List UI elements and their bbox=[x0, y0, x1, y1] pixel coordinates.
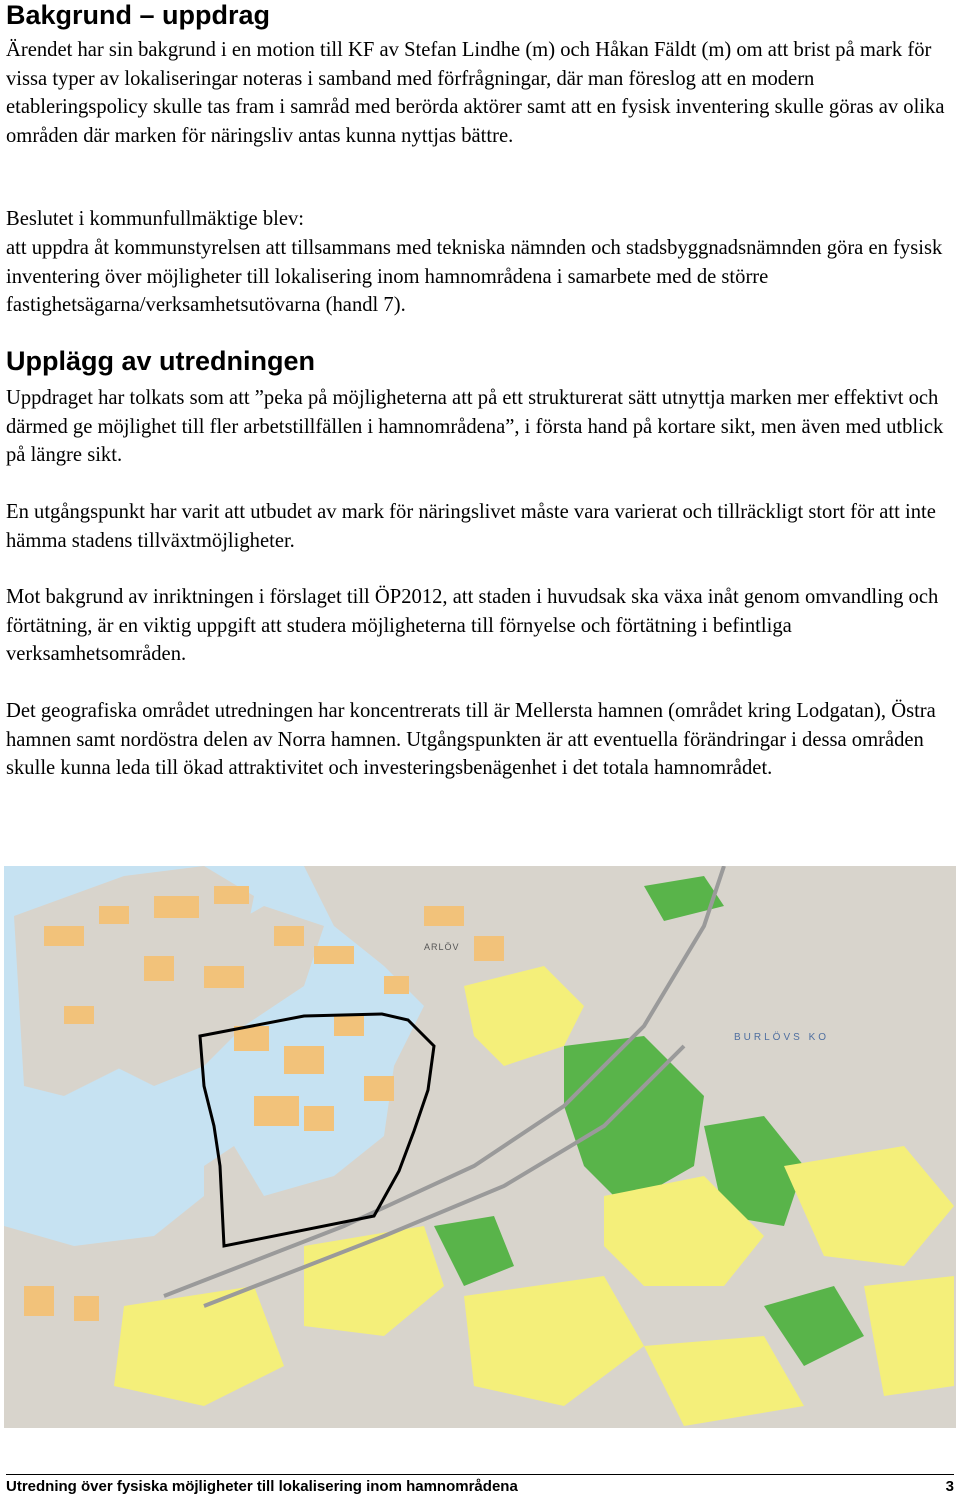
map-label-arlov: ARLÖV bbox=[424, 942, 460, 952]
paragraph-starting-point: En utgångspunkt har varit att utbudet av mark för näringslivet måste vara varierat och tillräckligt stort för att inte hämma stadens tillväxtmöjligheter. bbox=[6, 501, 936, 552]
paragraph-op2012: Mot bakgrund av inriktningen i förslaget till ÖP2012, att staden i huvudsak ska växa inåt genom omvandling och förtätning, är en viktig uppgift att studera möjligheterna till förnyelse och förtätning i befintliga verksamhetsområden. bbox=[6, 586, 939, 666]
map-graphic bbox=[4, 866, 956, 1428]
paragraph-background: Ärendet har sin bakgrund i en motion till KF av Stefan Lindhe (m) och Håkan Fäldt (m) om att brist på mark för vissa typer av lokaliseringar noteras i samband med förfrågningar, där man föreslog att en modern etableringspolicy skulle tas fram i samråd med berörda aktörer samt att en fysisk inventering skulle göras av olika områden där marken för näringsliv antas kunna nyttjas bättre. bbox=[6, 39, 945, 147]
paragraph-assignment: Uppdraget har tolkats som att ”peka på möjligheterna att på ett strukturerat sätt utnyttja marken mer effektivt och därmed ge möjlighet till fler arbetstillfällen i hamnområdena”, i första hand på kortare sikt, men även med utblick på längre sikt. bbox=[6, 387, 944, 467]
map-label-burlov: BURLÖVS KO bbox=[734, 1032, 830, 1043]
footer-rule bbox=[6, 1474, 954, 1475]
heading-background: Bakgrund – uppdrag bbox=[6, 0, 271, 30]
harbour-map bbox=[4, 866, 956, 1428]
paragraph-decision-intro: Beslutet i kommunfullmäktige blev: bbox=[6, 208, 304, 230]
page-footer bbox=[6, 1478, 954, 1496]
paragraph-decision-text: att uppdra åt kommunstyrelsen att tillsammans med tekniska nämnden och stadsbyggnadsnämnden göra en fysisk inventering över möjligheter till lokalisering inom hamnområdena i samarbete med de större fastighetsägarna/verksamhetsutövarna (handl 7). bbox=[6, 237, 943, 317]
heading-layout: Upplägg av utredningen bbox=[6, 346, 316, 376]
footer-title: Utredning över fysiska möjligheter till lokalisering inom hamnområdena bbox=[6, 1478, 518, 1495]
paragraph-geographic-area: Det geografiska området utredningen har koncentrerats till är Mellersta hamnen (området kring Lodgatan), Östra hamnen samt nordöstra delen av Norra hamnen. Utgångspunkten är att eventuella förändringar i dessa områden skulle kunna leda till ökad attraktivitet och investeringsbenägenhet i det totala hamnområdet. bbox=[6, 700, 936, 780]
page-number: 3 bbox=[945, 1478, 954, 1495]
